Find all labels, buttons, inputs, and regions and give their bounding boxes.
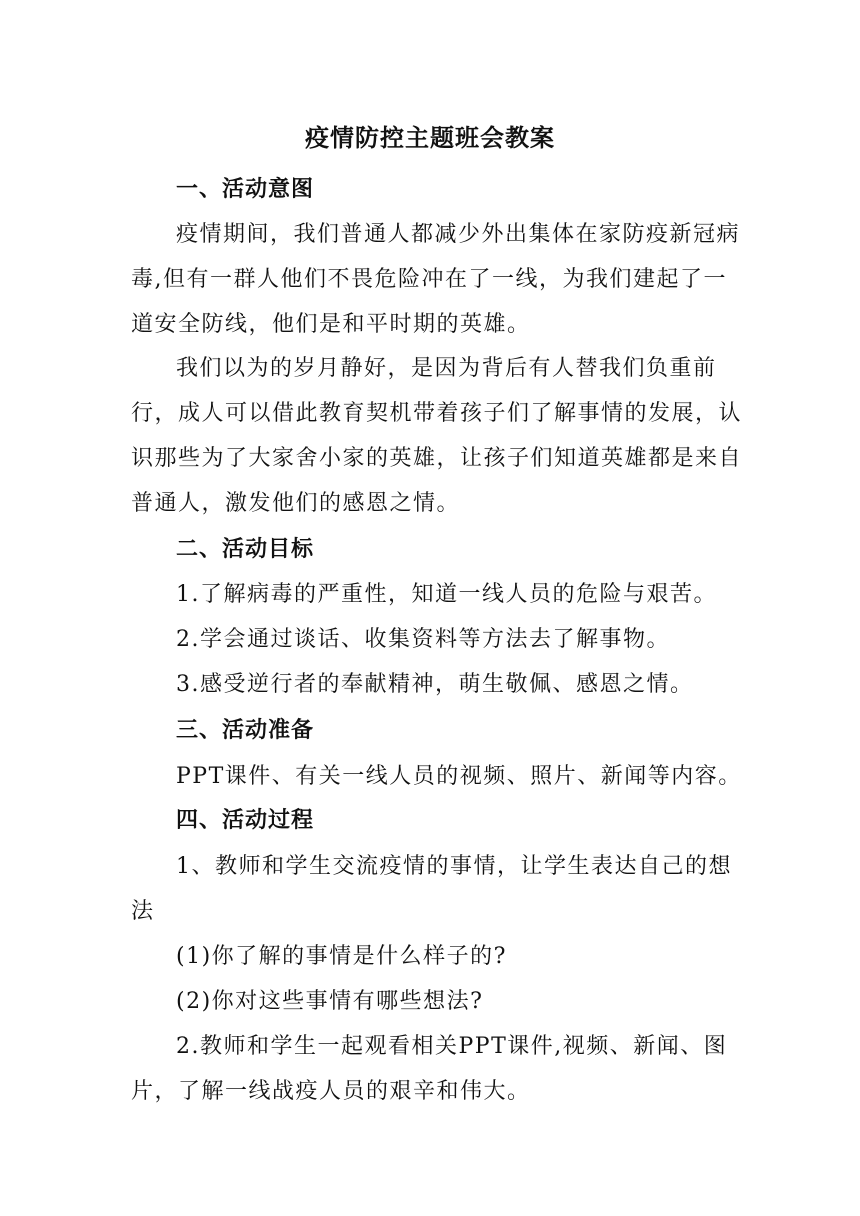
paragraph-line: 道安全防线，他们是和平时期的英雄。 (131, 312, 531, 337)
preparation-item: PPT课件、有关一线人员的视频、照片、新闻等内容。 (176, 764, 742, 789)
paragraph-line: 2.教师和学生一起观看相关PPT课件,视频、新闻、图 (176, 1034, 728, 1059)
paragraph-line: 1、教师和学生交流疫情的事情，让学生表达自己的想 (176, 854, 732, 879)
goal-item: 2.学会通过谈话、收集资料等方法去了解事物。 (176, 627, 670, 652)
section-heading-process: 四、活动过程 (176, 807, 315, 833)
paragraph-line: 疫情期间，我们普通人都减少外出集体在家防疫新冠病 (176, 222, 741, 247)
paragraph-line: 片，了解一线战疫人员的艰辛和伟大。 (131, 1079, 531, 1104)
section-heading-preparation: 三、活动准备 (176, 717, 315, 743)
paragraph-line: 我们以为的岁月静好，是因为背后有人替我们负重前 (176, 356, 717, 381)
goal-item: 1.了解病毒的严重性，知道一线人员的危险与艰苦。 (176, 582, 717, 607)
section-heading-intent: 一、活动意图 (176, 176, 315, 202)
paragraph-line: 法 (131, 899, 155, 924)
question-item: (2)你对这些事情有哪些想法? (176, 989, 484, 1014)
paragraph-line: 行，成人可以借此教育契机带着孩子们了解事情的发展，认 (131, 401, 743, 426)
goal-item: 3.感受逆行者的奉献精神，萌生敬佩、感恩之情。 (176, 672, 694, 697)
question-item: (1)你了解的事情是什么样子的? (176, 944, 507, 969)
section-heading-goals: 二、活动目标 (176, 536, 315, 562)
paragraph-line: 识那些为了大家舍小家的英雄，让孩子们知道英雄都是来自 (131, 446, 743, 471)
paragraph-line: 普通人，激发他们的感恩之情。 (131, 491, 461, 516)
document-title: 疫情防控主题班会教案 (305, 123, 555, 152)
paragraph-line: 毒,但有一群人他们不畏危险冲在了一线，为我们建起了一 (131, 267, 727, 292)
